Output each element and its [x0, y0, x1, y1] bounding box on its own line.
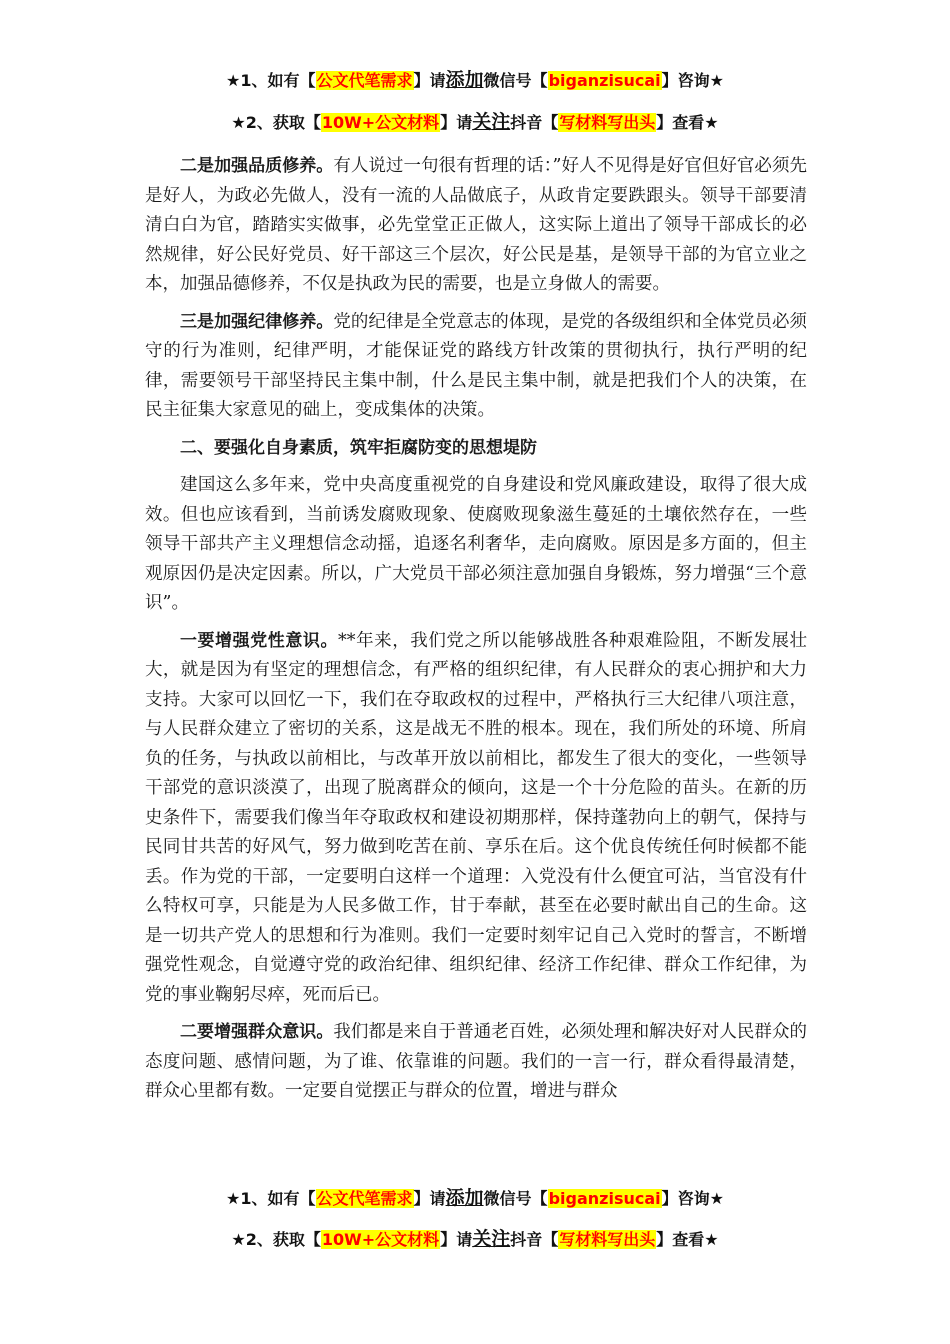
paragraph-text: 建国这么多年来，党中央高度重视党的自身建设和党风廉政建设，取得了很大成效。但也应该看到，当前诱发腐败现象、使腐败现象滋生蔓延的土壤依然存在，一些领导干部共产主义理想信念动摇，追逐名利奢华，走向腐败。原因是多方面的，但主观原因仍是决定因素。所以，广大党员干部必须注意加强自身锻炼，努力增强“三个意识”。 — [145, 475, 807, 613]
banner-text: 】咨询★ — [661, 71, 724, 90]
banner-text: 】请 — [413, 71, 446, 90]
header-banner-line-2 — [0, 110, 950, 135]
paragraph-text: 我们都是来自于普通老百姓，必须处理和解决好对人民群众的态度问题、感情问题，为了谁、依靠谁的问题。我们的一言一行，群众看得最清楚，群众心里都有数。一定要自觉摆正与群众的位置，增进与群众 — [145, 1022, 808, 1101]
banner-text: 抖音【 — [510, 113, 559, 132]
paragraph-lead: 一要增强党性意识。 — [180, 630, 339, 651]
banner-text: 】请 — [440, 113, 473, 132]
banner-text: ★2、获取【 — [231, 1230, 321, 1249]
highlight-service: 公文代笔需求 — [316, 1189, 413, 1208]
banner-text: 抖音【 — [510, 1230, 559, 1249]
paragraph — [145, 152, 807, 300]
banner-text: ★2、获取【 — [231, 113, 321, 132]
footer-banner-line-1 — [0, 1186, 950, 1211]
banner-text: 】请 — [440, 1230, 473, 1249]
highlight-wechat-id: biganzisucai — [548, 71, 661, 90]
paragraph — [145, 627, 807, 1011]
footer-banner-line-2 — [0, 1227, 950, 1252]
paragraph-text: 有人说过一句很有哲理的话：”好人不见得是好官但好官必须先是好人，为政必先做人，没有一流的人品做底子，从政肯定要跌跟头。领导干部要清清白白为官，踏踏实实做事，必先堂堂正正做人，这实际上道出了领导干部成长的必然规律，好公民好党员、好干部这三个层次，好公民是基，是领导干部的为官立业之本，加强品德修养，不仅是执政为民的需要，也是立身做人的需要。 — [145, 156, 807, 294]
paragraph — [145, 471, 807, 619]
underlined-action: 关注 — [472, 1228, 511, 1250]
underlined-action: 添加 — [445, 69, 484, 91]
underlined-action: 关注 — [472, 111, 511, 133]
highlight-douyin-id: 写材料写出头 — [559, 1230, 656, 1249]
paragraph-lead: 三是加强纪律修养。 — [180, 311, 334, 332]
banner-text: 微信号【 — [483, 1189, 548, 1208]
highlight-materials: 10W+公文材料 — [321, 1230, 440, 1249]
paragraph — [145, 1018, 807, 1107]
highlight-service: 公文代笔需求 — [316, 71, 413, 90]
banner-text: 】查看★ — [656, 1230, 719, 1249]
paragraph-text: **年来，我们党之所以能够战胜各种艰难险阻，不断发展壮大，就是因为有坚定的理想信念，有严格的组织纪律，有人民群众的衷心拥护和大力支持。大家可以回忆一下，我们在夺取政权的过程中，严格执行三大纪律八项注意，与人民群众建立了密切的关系，这是战无不胜的根本。现在，我们所处的环境、所肩负的任务，与执政以前相比，与改革开放以前相比，都发生了很大的变化，一些领导干部党的意识淡漠了，出现了脱离群众的倾向，这是一个十分危险的苗头。在新的历史条件下，需要我们像当年夺取政权和建设初期那样，保持蓬勃向上的朝气，保持与民同甘共苦的好风气，努力做到吃苦在前、享乐在后。这个优良传统任何时候都不能丢。作为党的干部，一定要明白这样一个道理：入党没有什么便宜可沾，当官没有什么特权可享，只能是为人民多做工作，甘于奉献，甚至在必要时献出自己的生命。这是一切共产党人的思想和行为准则。我们一定要时刻牢记自己入党时的誓言，不断增强党性观念，自觉遵守党的政治纪律、组织纪律、经济工作纪律、群众工作纪律，为党的事业鞠躬尽瘁，死而后已。 — [145, 630, 807, 1005]
banner-text: 】查看★ — [656, 113, 719, 132]
paragraph-lead: 二是加强品质修养。 — [180, 156, 334, 176]
banner-text: 】请 — [413, 1189, 446, 1208]
banner-text: ★1、如有【 — [226, 1189, 316, 1208]
highlight-douyin-id: 写材料写出头 — [559, 113, 656, 132]
underlined-action: 添加 — [445, 1187, 484, 1209]
header-banner-line-1 — [0, 68, 950, 93]
document-body — [145, 152, 807, 1115]
paragraph — [145, 308, 807, 426]
paragraph-text: 党的纪律是全党意志的体现，是党的各级组织和全体党员必须守的行为准则，纪律严明，才能保证党的路线方针改策的贯彻执行，执行严明的纪律，需要领号干部坚持民主集中制，什么是民主集中制，就是把我们个人的决策，在民主征集大家意见的础上，变成集体的决策。 — [145, 311, 808, 420]
paragraph-lead: 二要增强群众意识。 — [180, 1022, 334, 1042]
section-heading-text: 二、要强化自身素质，筑牢拒腐防变的思想堤防 — [180, 437, 537, 458]
section-heading — [145, 434, 807, 464]
highlight-wechat-id: biganzisucai — [548, 1189, 661, 1208]
highlight-materials: 10W+公文材料 — [321, 113, 440, 132]
banner-text: 】咨询★ — [661, 1189, 724, 1208]
banner-text: ★1、如有【 — [226, 71, 316, 90]
banner-text: 微信号【 — [483, 71, 548, 90]
